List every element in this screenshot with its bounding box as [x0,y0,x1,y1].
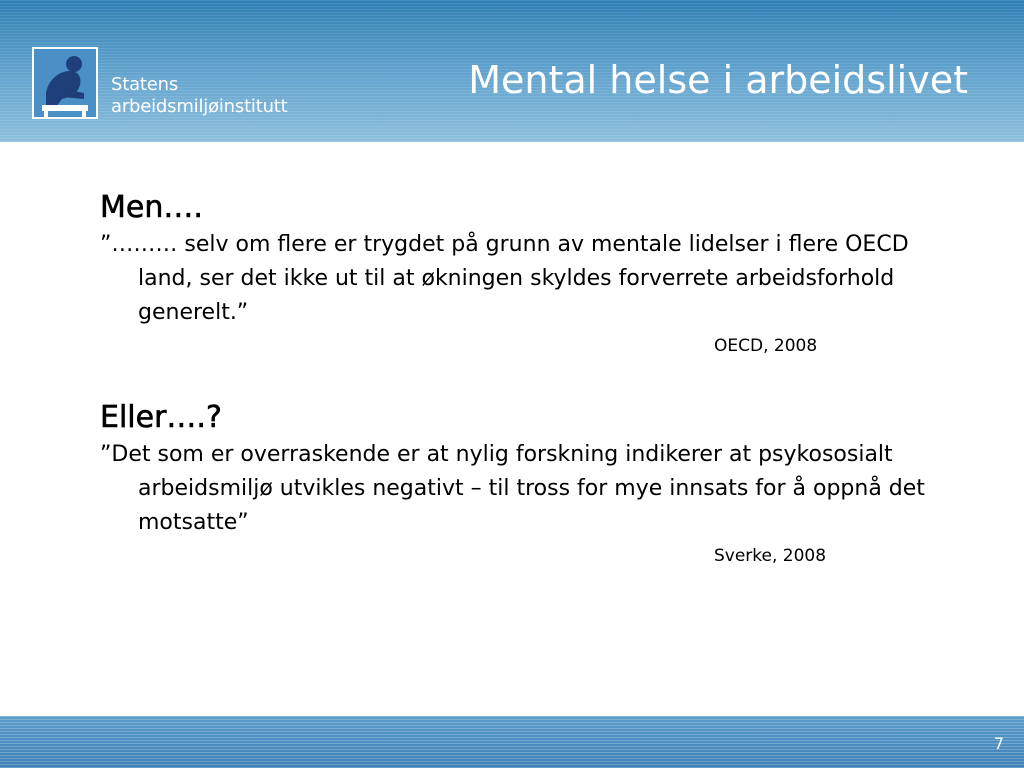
quote-sverke: ”Det som er overraskende er at nylig forskning indikerer at psykososialt arbeidsmiljø utvikles negativt – til tross for mye innsats for å oppnå det motsatte” [100,442,925,535]
slide-title: Mental helse i arbeidslivet [468,58,968,102]
slide-content [100,188,970,568]
logo-line-1: Statens [111,74,179,95]
stami-logo-icon [32,47,98,119]
block-heading-men: Men…. [100,190,203,225]
logo-line-2: arbeidsmiljøinstitutt [111,96,288,117]
block-heading-eller: Eller….? [100,400,222,435]
worker-figure-icon [34,49,96,117]
slide-header [0,0,1024,142]
citation-oecd: OECD, 2008 [714,336,818,356]
citation-sverke: Sverke, 2008 [714,546,827,566]
page-number: 7 [993,734,1004,753]
logo-wordmark [111,74,288,118]
slide-footer [0,716,1024,768]
quote-oecd: ”……… selv om flere er trygdet på grunn av mentale lidelser i flere OECD land, ser det ikke ut til at økningen skyldes forverrete arbeidsforhold generelt.” [100,232,909,325]
spacer [100,358,970,398]
